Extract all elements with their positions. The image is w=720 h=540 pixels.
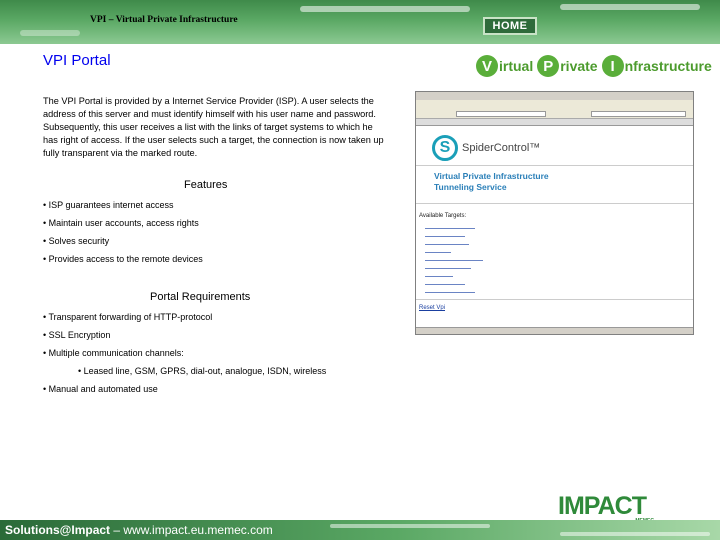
divider [416,299,694,300]
spidercontrol-icon: S [432,135,458,161]
requirement-item: • Manual and automated use [43,384,158,394]
header-streak [20,30,80,36]
home-button[interactable]: HOME [483,17,537,35]
browser-tabs [416,119,693,126]
logo-initial-badge: I [602,55,624,77]
target-link[interactable] [425,241,469,245]
target-link[interactable] [425,249,451,253]
impact-logo [558,494,658,522]
requirement-item: • Transparent forwarding of HTTP-protocol [43,312,213,322]
footer-text [5,523,273,537]
feature-item: • Solves security [43,236,110,246]
browser-statusbar [416,327,694,334]
logo-word-rest: irtual [499,58,534,74]
footer-streak [560,532,710,536]
target-link[interactable] [425,273,453,277]
service-title-line: Virtual Private Infrastructure [434,171,549,181]
spidercontrol-brand: SpiderControl™ [462,142,541,154]
url-field [456,111,546,117]
footer-brand: Solutions@Impact [5,523,111,537]
requirement-subitem: • Leased line, GSM, GPRS, dial-out, analogue, ISDN, wireless [78,366,327,376]
browser-titlebar [416,92,693,100]
feature-item: • ISP guarantees internet access [43,200,174,210]
target-link[interactable] [425,233,465,237]
feature-item: • Maintain user accounts, access rights [43,218,199,228]
browser-menubar [416,100,693,109]
logo-initial-badge: V [476,55,498,77]
browser-address-bar [416,109,693,119]
divider [416,203,694,204]
impact-logo-word: IMPACT [558,492,646,520]
spidercontrol-logo [432,135,540,161]
requirement-item: • Multiple communication channels: [43,348,184,358]
divider [416,165,694,166]
feature-item: • Provides access to the remote devices [43,254,203,264]
logo-word-infrastructure [602,55,712,77]
reset-vpi-link[interactable]: Reset Vpi [419,305,446,311]
footer-url[interactable]: – www.impact.eu.memec.com [110,523,273,537]
logo-initial-badge: P [537,55,559,77]
footer-streak [330,524,490,528]
intro-paragraph: The VPI Portal is provided by a Internet Service Provider (ISP). A user selects the address of this server and must identify himself with his user name and password. Subsequently, this user receives a list with the links of target systems to which he has right of access. If the user selects such a target, the connection is now taken up fully transparent via the marked route. [43,96,384,158]
service-title-line: Tunneling Service [434,182,507,192]
targets-heading: Available Targets: [419,213,467,219]
logo-word-virtual [476,55,533,77]
logo-word-private [537,55,597,77]
target-link[interactable] [425,225,475,229]
requirements-title: Portal Requirements [150,291,251,303]
logo-word-rest: nfrastructure [624,58,712,74]
page-title: VPI Portal [43,52,111,69]
target-link[interactable] [425,257,483,261]
portal-screenshot [415,91,694,335]
features-title: Features [184,179,228,191]
target-link[interactable] [425,281,465,285]
url-field [591,111,686,117]
header-streak [560,4,700,10]
target-link[interactable] [425,289,475,293]
requirement-item: • SSL Encryption [43,330,111,340]
service-title [434,171,549,193]
header-title: VPI – Virtual Private Infrastructure [90,15,238,25]
target-link[interactable] [425,265,471,269]
header-streak [300,6,470,12]
logo-word-rest: rivate [560,58,598,74]
vpi-logo [476,54,716,78]
